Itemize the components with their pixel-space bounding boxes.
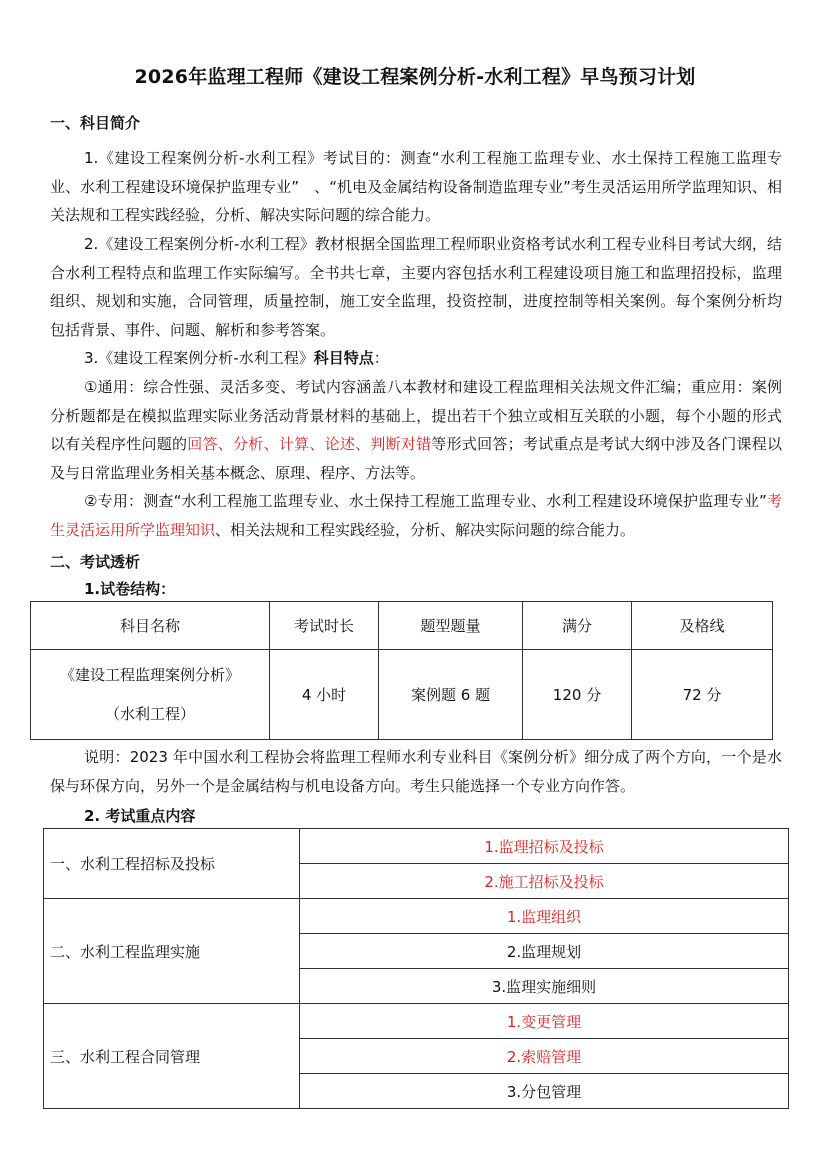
section-heading-analysis: 二、考试透析 bbox=[50, 553, 141, 571]
features-lead: 3.《建设工程案例分析-水利工程》 bbox=[84, 349, 314, 367]
cell-questions: 案例题 6 题 bbox=[379, 650, 523, 740]
intro-paragraph-general bbox=[50, 373, 782, 487]
key-content-table bbox=[43, 828, 789, 1109]
header-subject: 科目名称 bbox=[31, 602, 270, 650]
table-row bbox=[44, 899, 789, 934]
general-text-pre: ①通用：综合性强、灵活多变、考试内容涵盖八本教材和建设工程监理相关法规文件汇编；重应用：案例分析题都是在模拟监理实际业务活动背景材料的基础上，提出若干个独立或相互关联的小题，每个小题的形式以有关程序性问题的 bbox=[50, 378, 782, 454]
header-question-type: 题型题量 bbox=[379, 602, 523, 650]
category-bidding: 一、水利工程招标及投标 bbox=[44, 829, 300, 899]
header-pass-line: 及格线 bbox=[632, 602, 773, 650]
special-text-pre: ②专用：测查“水利工程施工监理专业、水土保持工程施工监理专业、水利工程建设环境保护监理专业” bbox=[84, 492, 767, 510]
paper-structure-table bbox=[30, 601, 773, 740]
cell-full-score: 120 分 bbox=[523, 650, 632, 740]
general-text-post: 等形式回答；考试重点是考试大纲中涉及各门课程以及与日常监理业务相关基本概念、原理、程序、方法等。 bbox=[50, 435, 782, 482]
document-title: 2026年监理工程师《建设工程案例分析-水利工程》早鸟预习计划 bbox=[134, 66, 696, 88]
cell-subject-name bbox=[31, 650, 270, 740]
item-supervision-bidding: 1.监理招标及投标 bbox=[300, 829, 789, 864]
category-supervision-implementation: 二、水利工程监理实施 bbox=[44, 899, 300, 1004]
table-row bbox=[44, 1004, 789, 1039]
intro-paragraph-1: 1.《建设工程案例分析-水利工程》考试目的：测查“水利工程施工监理专业、水土保持工程施工监理专业、水利工程建设环境保护监理专业” 、“机电及金属结构设备制造监理专业”考生灵活运用所学监理知识、相关法规和工程实践经验，分析、解决实际问题的综合能力。 bbox=[50, 149, 782, 225]
intro-paragraph-2: 2.《建设工程案例分析-水利工程》教材根据全国监理工程师职业资格考试水利工程专业科目考试大纲，结合水利工程特点和监理工作实际编写。全书共七章，主要内容包括水利工程建设项目施工和监理招投标，监理组织、规划和实施，合同管理，质量控制，施工安全监理，投资控制，进度控制等相关案例。每个案例分析均包括背景、事件、问题、解析和参考答案。 bbox=[50, 235, 782, 339]
intro-paragraph-special bbox=[50, 487, 782, 544]
general-text-highlight: 回答、分析、计算、论述、判断对错 bbox=[187, 435, 432, 454]
header-duration: 考试时长 bbox=[270, 602, 379, 650]
table-header-row bbox=[31, 602, 773, 650]
cell-pass-line: 72 分 bbox=[632, 650, 773, 740]
special-text-highlight: 考生灵活运用所学监理知识 bbox=[50, 492, 782, 539]
subject-name-line1: 《建设工程监理案例分析》 bbox=[59, 665, 240, 684]
cell-duration: 4 小时 bbox=[270, 650, 379, 740]
item-subcontract-management: 3.分包管理 bbox=[300, 1074, 789, 1109]
subject-name-line2: （水利工程） bbox=[104, 704, 195, 723]
item-supervision-planning: 2.监理规划 bbox=[300, 934, 789, 969]
intro-paragraph-3 bbox=[50, 344, 782, 373]
table-note: 说明：2023 年中国水利工程协会将监理工程师水利专业科目《案例分析》细分成了两个方向，一个是水保与环保方向，另外一个是金属结构与机电设备方向。考生只能选择一个专业方向作答。 bbox=[50, 748, 782, 795]
header-full-score: 满分 bbox=[523, 602, 632, 650]
category-contract-management: 三、水利工程合同管理 bbox=[44, 1004, 300, 1109]
item-construction-bidding: 2.施工招标及投标 bbox=[300, 864, 789, 899]
item-implementation-rules: 3.监理实施细则 bbox=[300, 969, 789, 1004]
item-claim-management: 2.索赔管理 bbox=[300, 1039, 789, 1074]
item-change-management: 1.变更管理 bbox=[300, 1004, 789, 1039]
table-row bbox=[44, 829, 789, 864]
features-colon: ： bbox=[373, 349, 389, 367]
section-heading-intro: 一、科目简介 bbox=[50, 114, 141, 132]
subheading-paper-structure: 1.试卷结构： bbox=[84, 580, 176, 598]
special-text-post: 、相关法规和工程实践经验，分析、解决实际问题的综合能力。 bbox=[215, 520, 636, 539]
table-row bbox=[31, 650, 773, 740]
item-supervision-organization: 1.监理组织 bbox=[300, 899, 789, 934]
subheading-key-content: 2. 考试重点内容 bbox=[84, 807, 196, 825]
features-bold-label: 科目特点 bbox=[313, 349, 374, 367]
